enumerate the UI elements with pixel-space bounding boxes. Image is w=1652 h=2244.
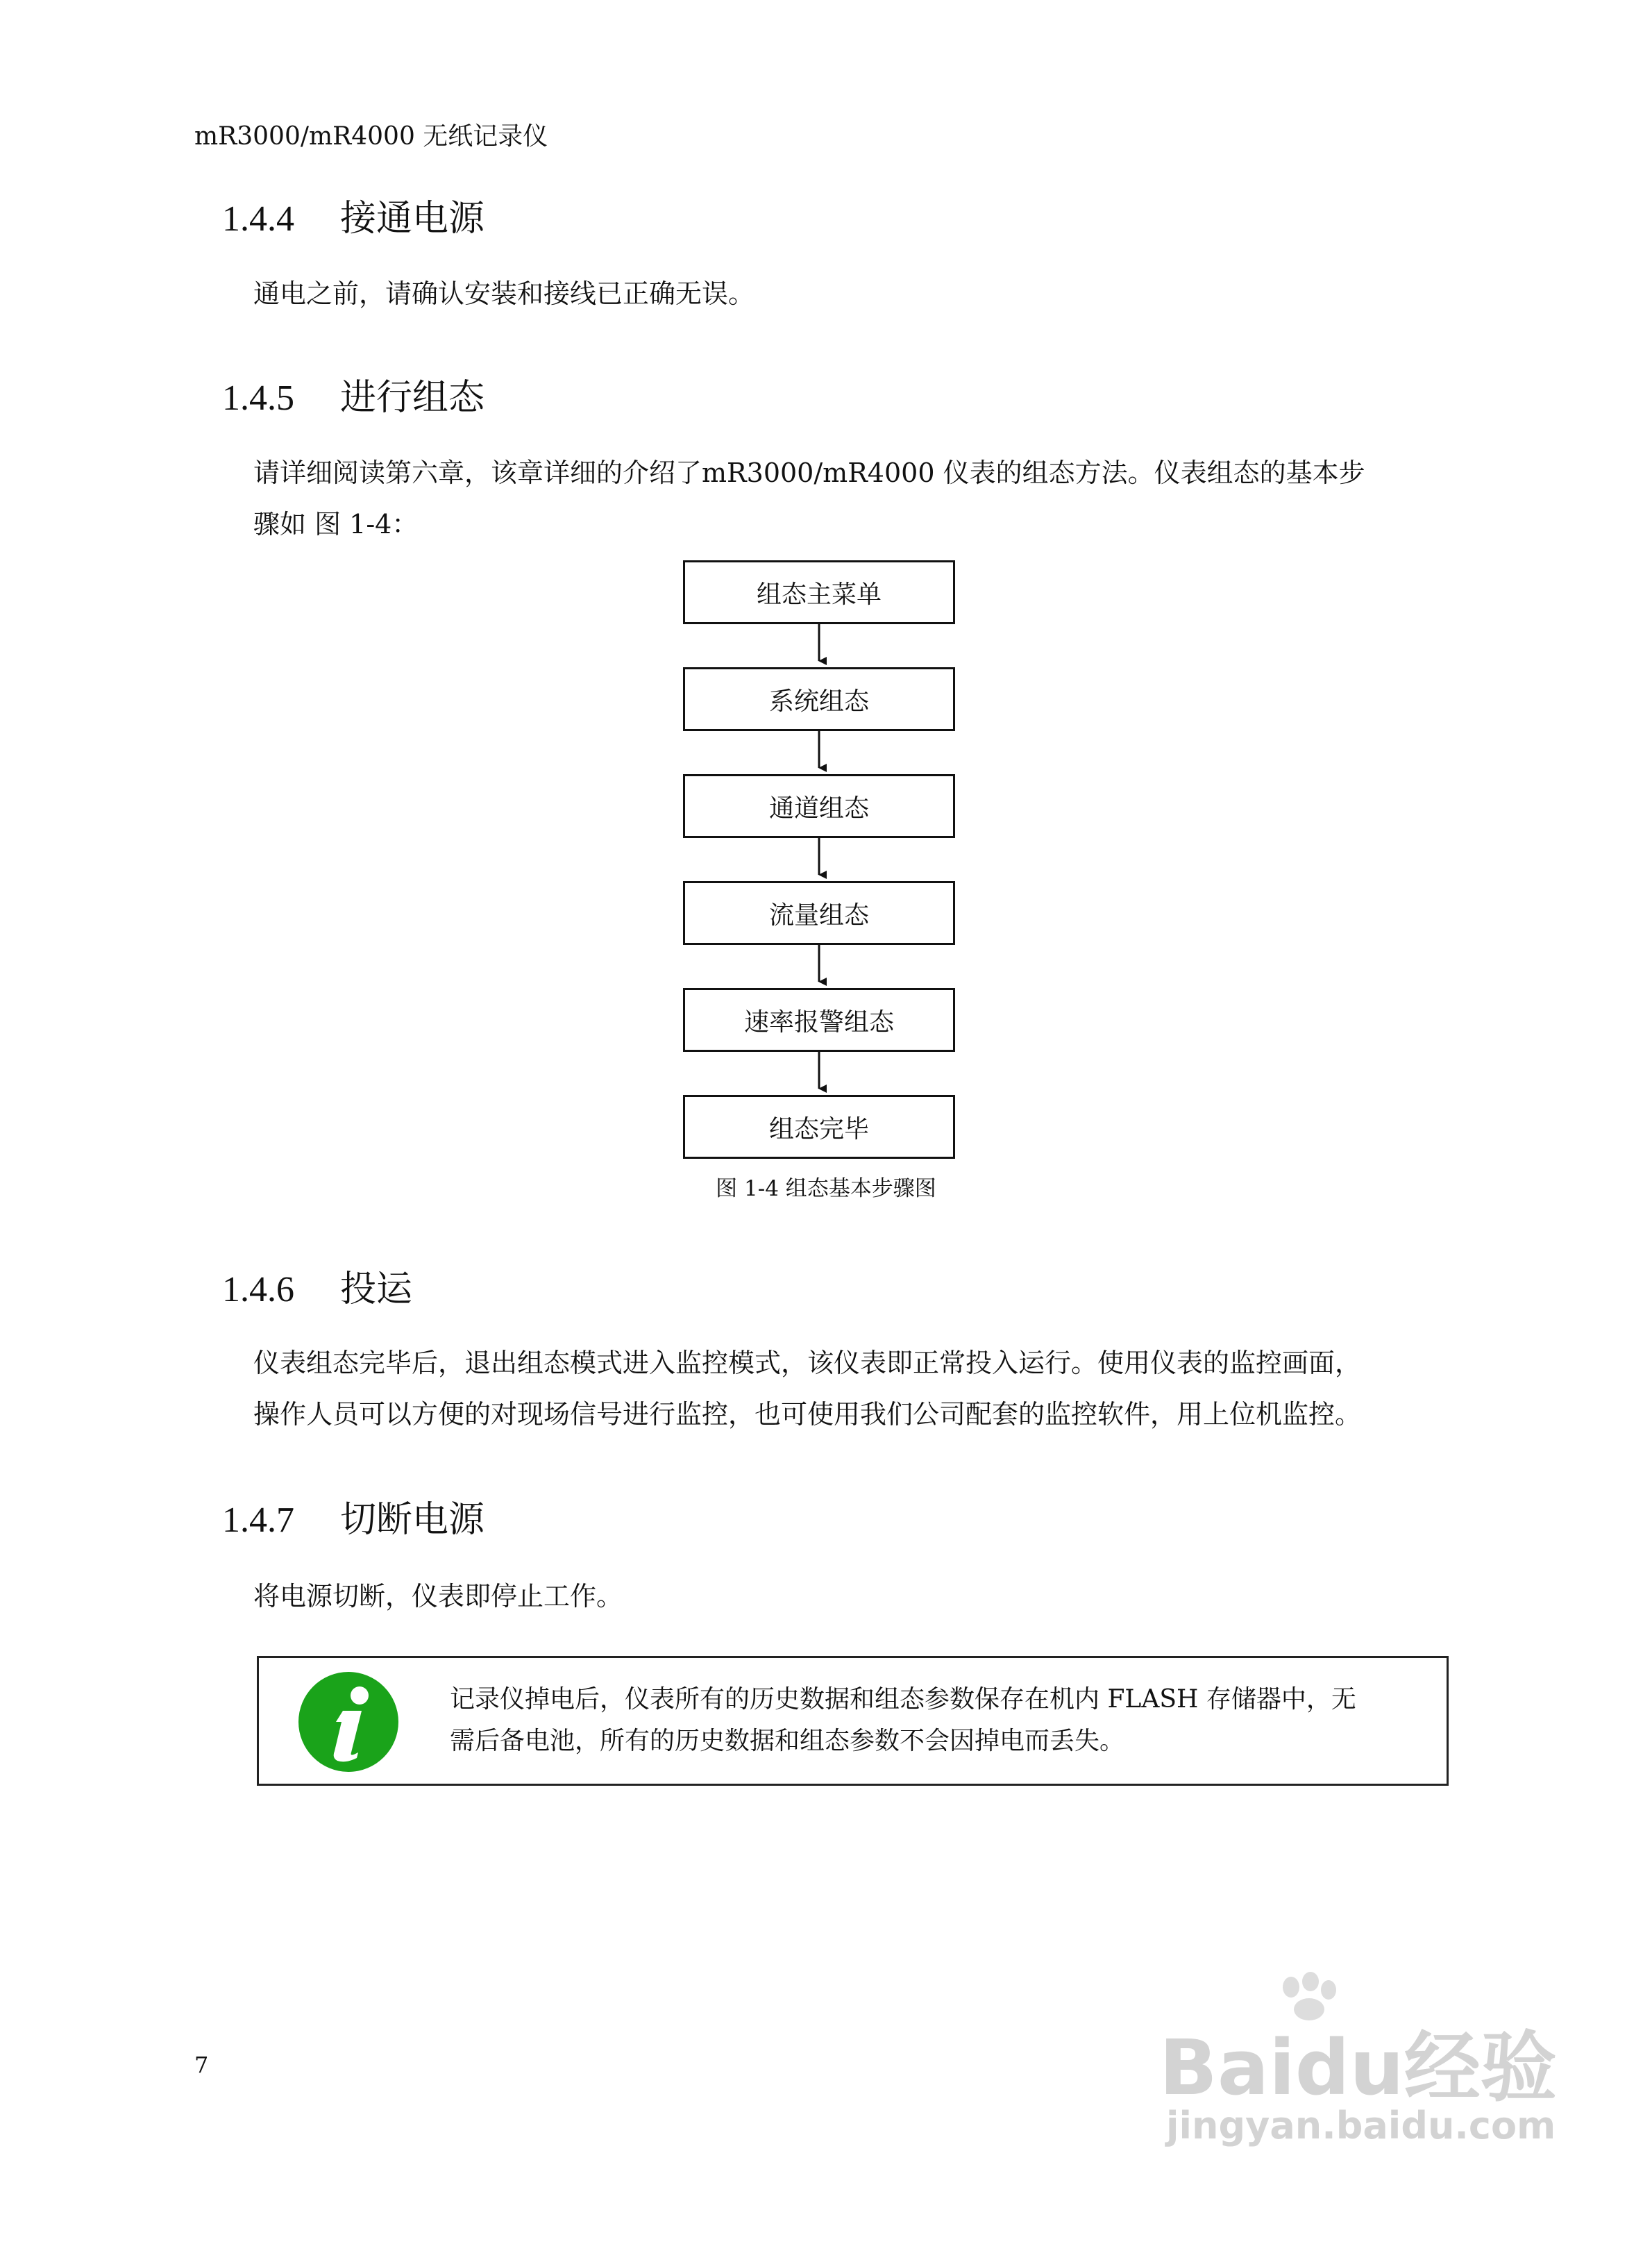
section-heading-1-4-6 [222, 1259, 412, 1312]
section-title: 切断电源 [340, 1499, 485, 1541]
section-title: 进行组态 [340, 377, 485, 419]
section-title: 投运 [340, 1268, 413, 1310]
paragraph-line: 操作人员可以方便的对现场信号进行监控，也可使用我们公司配套的监控软件，用上位机监控。 [253, 1399, 1362, 1430]
note-box [257, 1656, 1449, 1786]
flow-step-channel-config: 通道组态 [683, 774, 955, 838]
figure-caption: 图 1-4 组态基本步骤图 [716, 1176, 936, 1201]
note-line: 记录仪掉电后，仪表所有的历史数据和组态参数保存在机内 FLASH 存储器中，无 [450, 1685, 1356, 1714]
flow-step-config-complete: 组态完毕 [683, 1095, 955, 1159]
baidu-watermark [1145, 1972, 1576, 2166]
note-text [450, 1679, 1435, 1762]
paragraph-line: 骤如 图 1-4： [253, 509, 419, 539]
flow-step-main-menu: 组态主菜单 [683, 560, 955, 624]
info-icon [297, 1671, 400, 1773]
section-number: 1.4.7 [222, 1500, 294, 1540]
section-number: 1.4.4 [222, 199, 294, 239]
running-header: mR3000/mR4000 无纸记录仪 [194, 122, 548, 151]
paragraph-operation [253, 1337, 1447, 1440]
paragraph-power-on: 通电之前，请确认安装和接线已正确无误。 [253, 278, 755, 309]
paragraph-line: 请详细阅读第六章，该章详细的介绍了mR3000/mR4000 仪表的组态方法。仪表组态的基本步 [253, 458, 1365, 488]
section-number: 1.4.6 [222, 1270, 294, 1309]
section-title: 接通电源 [340, 198, 485, 240]
note-line: 需后备电池，所有的历史数据和组态参数不会因掉电而丢失。 [450, 1727, 1125, 1755]
flow-step-flow-config: 流量组态 [683, 881, 955, 945]
section-number: 1.4.5 [222, 378, 294, 418]
paragraph-power-off: 将电源切断，仪表即停止工作。 [253, 1581, 623, 1611]
paragraph-line: 仪表组态完毕后，退出组态模式进入监控模式，该仪表即正常投入运行。使用仪表的监控画面， [253, 1348, 1362, 1378]
section-heading-1-4-7 [222, 1490, 484, 1542]
watermark-url: jingyan.baidu.com [1166, 2104, 1556, 2147]
watermark-brand: Baidu经验 [1159, 2023, 1557, 2112]
page-number: 7 [194, 2052, 209, 2078]
flow-step-rate-alarm-config: 速率报警组态 [683, 988, 955, 1052]
flow-step-system-config: 系统组态 [683, 667, 955, 731]
